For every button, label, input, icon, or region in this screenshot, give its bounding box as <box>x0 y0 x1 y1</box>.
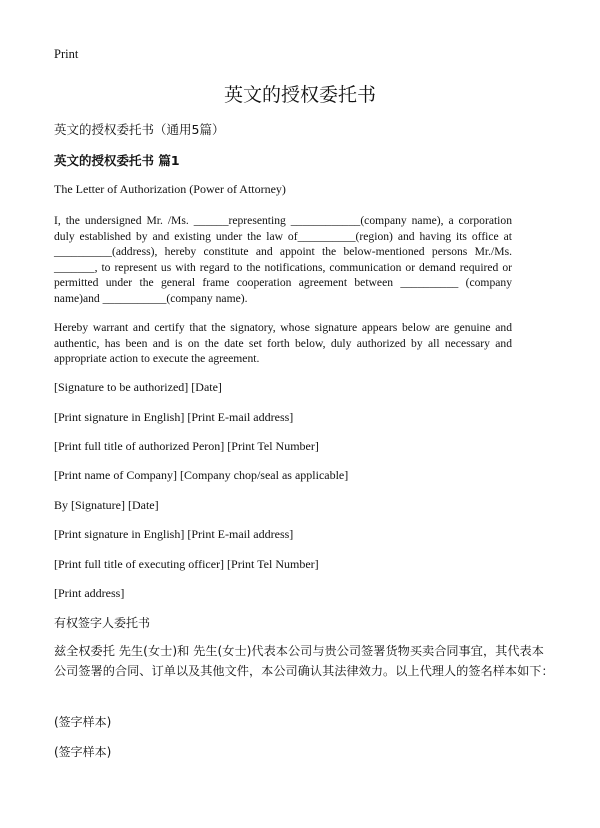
letter-paragraph-1: I, the undersigned Mr. /Ms. ______representing ____________(company name), a corporation duly established by and existing under the law of__________(region) and having its office at __________(address), hereby constitute and appoint the below-mentioned persons Mr./Ms. _______, to represent us with regard to the notifications, communication or demand required or permitted under the general frame cooperation agreement between __________ (company name)and ___________(company name). <box>54 214 512 305</box>
print-label: Print <box>54 47 79 61</box>
document-subtitle: 英文的授权委托书（通用5篇） <box>54 122 225 137</box>
field-signature-authorized: [Signature to be authorized] [Date] <box>54 380 222 394</box>
letter-paragraph-2: Hereby warrant and certify that the signatory, whose signature appears below are genuine and authentic, has been and is on the date set forth below, duly authorized by all necessary and appropriate action to execute the agreement. <box>54 321 512 366</box>
signature-sample-2: (签字样本) <box>54 745 112 759</box>
chinese-paragraph: 兹全权委托 先生(女士)和 先生(女士)代表本公司与贵公司签署货物买卖合同事宜，其代表本公司签署的合同、订单以及其他文件，本公司确认其法律效力。以上代理人的签名样本如下： <box>54 644 554 678</box>
signature-sample-1: (签字样本) <box>54 715 112 729</box>
chinese-heading: 有权签字人委托书 <box>54 616 151 630</box>
letter-title: The Letter of Authorization (Power of Attorney) <box>54 182 286 196</box>
section-heading: 英文的授权委托书 篇1 <box>54 153 180 168</box>
field-by-signature: By [Signature] [Date] <box>54 498 159 512</box>
field-company-name: [Print name of Company] [Company chop/seal as applicable] <box>54 468 349 482</box>
field-full-title-executing: [Print full title of executing officer] [Print Tel Number] <box>54 557 319 571</box>
field-print-signature-2: [Print signature in English] [Print E-mail address] <box>54 527 294 541</box>
field-print-address: [Print address] <box>54 586 125 600</box>
field-print-signature: [Print signature in English] [Print E-mail address] <box>54 410 294 424</box>
document-title: 英文的授权委托书 <box>223 84 376 106</box>
field-full-title-authorized: [Print full title of authorized Peron] [Print Tel Number] <box>54 439 319 453</box>
